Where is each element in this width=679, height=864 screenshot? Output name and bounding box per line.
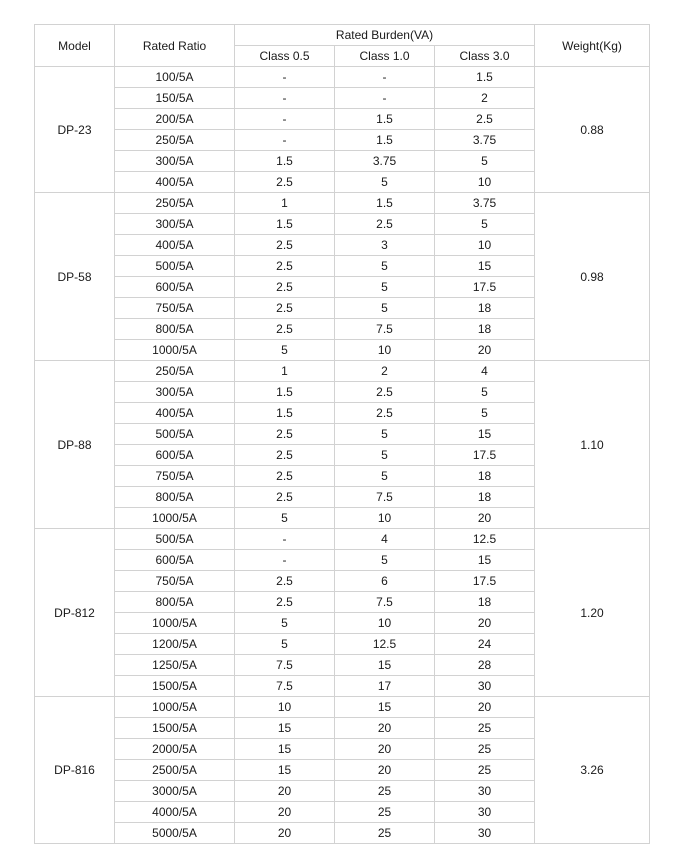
rated-ratio-cell: 1200/5A — [115, 634, 235, 655]
class-3-0-cell: 25 — [435, 718, 535, 739]
class-3-0-cell: 5 — [435, 151, 535, 172]
class-0-5-cell: 1.5 — [235, 403, 335, 424]
weight-cell: 1.10 — [535, 361, 650, 529]
class-0-5-cell: 15 — [235, 739, 335, 760]
class-3-0-cell: 3.75 — [435, 193, 535, 214]
header-rated-ratio: Rated Ratio — [115, 25, 235, 67]
class-0-5-cell: - — [235, 109, 335, 130]
rated-ratio-cell: 250/5A — [115, 193, 235, 214]
class-3-0-cell: 20 — [435, 340, 535, 361]
class-0-5-cell: 1.5 — [235, 382, 335, 403]
class-3-0-cell: 30 — [435, 781, 535, 802]
class-3-0-cell: 2.5 — [435, 109, 535, 130]
rated-ratio-cell: 1000/5A — [115, 613, 235, 634]
class-1-0-cell: 3.75 — [335, 151, 435, 172]
rated-ratio-cell: 2000/5A — [115, 739, 235, 760]
class-3-0-cell: 12.5 — [435, 529, 535, 550]
class-1-0-cell: 2.5 — [335, 382, 435, 403]
rated-ratio-cell: 400/5A — [115, 172, 235, 193]
class-3-0-cell: 4 — [435, 361, 535, 382]
class-3-0-cell: 20 — [435, 613, 535, 634]
class-0-5-cell: - — [235, 67, 335, 88]
rated-ratio-cell: 800/5A — [115, 592, 235, 613]
table-row — [35, 67, 650, 88]
table-row — [35, 193, 650, 214]
class-0-5-cell: 20 — [235, 802, 335, 823]
class-1-0-cell: 2.5 — [335, 214, 435, 235]
class-3-0-cell: 30 — [435, 676, 535, 697]
class-0-5-cell: 2.5 — [235, 466, 335, 487]
weight-cell: 1.20 — [535, 529, 650, 697]
class-3-0-cell: 18 — [435, 298, 535, 319]
class-1-0-cell: 2.5 — [335, 403, 435, 424]
rated-ratio-cell: 500/5A — [115, 529, 235, 550]
class-3-0-cell: 30 — [435, 823, 535, 844]
class-3-0-cell: 3.75 — [435, 130, 535, 151]
rated-ratio-cell: 800/5A — [115, 319, 235, 340]
class-3-0-cell: 5 — [435, 214, 535, 235]
class-0-5-cell: 2.5 — [235, 445, 335, 466]
rated-ratio-cell: 250/5A — [115, 361, 235, 382]
class-1-0-cell: 1.5 — [335, 109, 435, 130]
class-1-0-cell: 5 — [335, 277, 435, 298]
rated-ratio-cell: 250/5A — [115, 130, 235, 151]
rated-ratio-cell: 300/5A — [115, 214, 235, 235]
class-0-5-cell: 10 — [235, 697, 335, 718]
class-1-0-cell: 20 — [335, 760, 435, 781]
class-0-5-cell: 7.5 — [235, 676, 335, 697]
header-model: Model — [35, 25, 115, 67]
rated-ratio-cell: 300/5A — [115, 151, 235, 172]
rated-ratio-cell: 600/5A — [115, 445, 235, 466]
class-3-0-cell: 28 — [435, 655, 535, 676]
class-0-5-cell: 2.5 — [235, 571, 335, 592]
class-3-0-cell: 17.5 — [435, 571, 535, 592]
class-1-0-cell: 15 — [335, 655, 435, 676]
rated-ratio-cell: 3000/5A — [115, 781, 235, 802]
class-3-0-cell: 20 — [435, 508, 535, 529]
table-body — [35, 67, 650, 844]
class-1-0-cell: 7.5 — [335, 487, 435, 508]
rated-ratio-cell: 750/5A — [115, 298, 235, 319]
class-0-5-cell: 5 — [235, 508, 335, 529]
header-rated-burden: Rated Burden(VA) — [235, 25, 535, 46]
header-class-3-0: Class 3.0 — [435, 46, 535, 67]
rated-ratio-cell: 500/5A — [115, 424, 235, 445]
model-cell: DP-812 — [35, 529, 115, 697]
class-0-5-cell: 2.5 — [235, 487, 335, 508]
class-3-0-cell: 17.5 — [435, 277, 535, 298]
class-1-0-cell: 20 — [335, 718, 435, 739]
class-1-0-cell: 5 — [335, 172, 435, 193]
class-1-0-cell: 2 — [335, 361, 435, 382]
class-0-5-cell: 20 — [235, 781, 335, 802]
rated-ratio-cell: 600/5A — [115, 550, 235, 571]
class-0-5-cell: 2.5 — [235, 172, 335, 193]
class-1-0-cell: - — [335, 88, 435, 109]
weight-cell: 3.26 — [535, 697, 650, 844]
class-1-0-cell: 5 — [335, 298, 435, 319]
class-0-5-cell: 2.5 — [235, 424, 335, 445]
model-cell: DP-23 — [35, 67, 115, 193]
class-1-0-cell: 5 — [335, 424, 435, 445]
class-3-0-cell: 15 — [435, 256, 535, 277]
class-1-0-cell: 5 — [335, 466, 435, 487]
class-1-0-cell: 1.5 — [335, 193, 435, 214]
class-0-5-cell: 2.5 — [235, 592, 335, 613]
rated-ratio-cell: 1250/5A — [115, 655, 235, 676]
class-0-5-cell: 15 — [235, 718, 335, 739]
weight-cell: 0.98 — [535, 193, 650, 361]
class-1-0-cell: 1.5 — [335, 130, 435, 151]
class-3-0-cell: 5 — [435, 382, 535, 403]
class-0-5-cell: 1.5 — [235, 214, 335, 235]
rated-ratio-cell: 800/5A — [115, 487, 235, 508]
class-3-0-cell: 10 — [435, 235, 535, 256]
rated-ratio-cell: 1000/5A — [115, 508, 235, 529]
rated-ratio-cell: 150/5A — [115, 88, 235, 109]
class-1-0-cell: 5 — [335, 550, 435, 571]
class-3-0-cell: 30 — [435, 802, 535, 823]
class-0-5-cell: 5 — [235, 613, 335, 634]
header-weight: Weight(Kg) — [535, 25, 650, 67]
rated-ratio-cell: 500/5A — [115, 256, 235, 277]
class-1-0-cell: - — [335, 67, 435, 88]
class-1-0-cell: 10 — [335, 613, 435, 634]
class-0-5-cell: 7.5 — [235, 655, 335, 676]
class-1-0-cell: 4 — [335, 529, 435, 550]
class-0-5-cell: - — [235, 130, 335, 151]
rated-ratio-cell: 1000/5A — [115, 340, 235, 361]
class-3-0-cell: 10 — [435, 172, 535, 193]
class-1-0-cell: 25 — [335, 802, 435, 823]
class-1-0-cell: 6 — [335, 571, 435, 592]
rated-ratio-cell: 600/5A — [115, 277, 235, 298]
class-3-0-cell: 24 — [435, 634, 535, 655]
class-0-5-cell: - — [235, 529, 335, 550]
class-3-0-cell: 17.5 — [435, 445, 535, 466]
class-3-0-cell: 18 — [435, 592, 535, 613]
model-cell: DP-88 — [35, 361, 115, 529]
table-header — [35, 25, 650, 67]
class-3-0-cell: 18 — [435, 487, 535, 508]
class-1-0-cell: 25 — [335, 823, 435, 844]
class-1-0-cell: 5 — [335, 445, 435, 466]
class-1-0-cell: 17 — [335, 676, 435, 697]
header-class-1-0: Class 1.0 — [335, 46, 435, 67]
class-3-0-cell: 25 — [435, 739, 535, 760]
rated-ratio-cell: 5000/5A — [115, 823, 235, 844]
class-3-0-cell: 1.5 — [435, 67, 535, 88]
table-row — [35, 529, 650, 550]
class-3-0-cell: 25 — [435, 760, 535, 781]
class-0-5-cell: - — [235, 550, 335, 571]
rated-ratio-cell: 300/5A — [115, 382, 235, 403]
class-0-5-cell: 1.5 — [235, 151, 335, 172]
rated-ratio-cell: 1500/5A — [115, 676, 235, 697]
header-class-0-5: Class 0.5 — [235, 46, 335, 67]
class-0-5-cell: - — [235, 88, 335, 109]
model-cell: DP-816 — [35, 697, 115, 844]
class-0-5-cell: 2.5 — [235, 298, 335, 319]
model-cell: DP-58 — [35, 193, 115, 361]
rated-ratio-cell: 400/5A — [115, 403, 235, 424]
class-0-5-cell: 2.5 — [235, 277, 335, 298]
class-3-0-cell: 18 — [435, 466, 535, 487]
class-0-5-cell: 5 — [235, 634, 335, 655]
rated-ratio-cell: 4000/5A — [115, 802, 235, 823]
class-3-0-cell: 5 — [435, 403, 535, 424]
class-0-5-cell: 1 — [235, 361, 335, 382]
spec-table — [34, 24, 650, 844]
rated-ratio-cell: 400/5A — [115, 235, 235, 256]
class-0-5-cell: 2.5 — [235, 235, 335, 256]
class-0-5-cell: 20 — [235, 823, 335, 844]
class-0-5-cell: 2.5 — [235, 256, 335, 277]
class-0-5-cell: 5 — [235, 340, 335, 361]
class-3-0-cell: 18 — [435, 319, 535, 340]
rated-ratio-cell: 2500/5A — [115, 760, 235, 781]
class-1-0-cell: 7.5 — [335, 592, 435, 613]
rated-ratio-cell: 1000/5A — [115, 697, 235, 718]
rated-ratio-cell: 750/5A — [115, 466, 235, 487]
class-1-0-cell: 7.5 — [335, 319, 435, 340]
class-3-0-cell: 15 — [435, 550, 535, 571]
class-0-5-cell: 1 — [235, 193, 335, 214]
table-row — [35, 361, 650, 382]
class-1-0-cell: 20 — [335, 739, 435, 760]
class-3-0-cell: 2 — [435, 88, 535, 109]
weight-cell: 0.88 — [535, 67, 650, 193]
class-1-0-cell: 25 — [335, 781, 435, 802]
class-1-0-cell: 10 — [335, 508, 435, 529]
rated-ratio-cell: 750/5A — [115, 571, 235, 592]
class-3-0-cell: 15 — [435, 424, 535, 445]
rated-ratio-cell: 1500/5A — [115, 718, 235, 739]
table-row — [35, 697, 650, 718]
class-1-0-cell: 5 — [335, 256, 435, 277]
class-3-0-cell: 20 — [435, 697, 535, 718]
class-1-0-cell: 12.5 — [335, 634, 435, 655]
rated-ratio-cell: 200/5A — [115, 109, 235, 130]
class-1-0-cell: 15 — [335, 697, 435, 718]
class-1-0-cell: 10 — [335, 340, 435, 361]
class-0-5-cell: 15 — [235, 760, 335, 781]
rated-ratio-cell: 100/5A — [115, 67, 235, 88]
class-1-0-cell: 3 — [335, 235, 435, 256]
class-0-5-cell: 2.5 — [235, 319, 335, 340]
